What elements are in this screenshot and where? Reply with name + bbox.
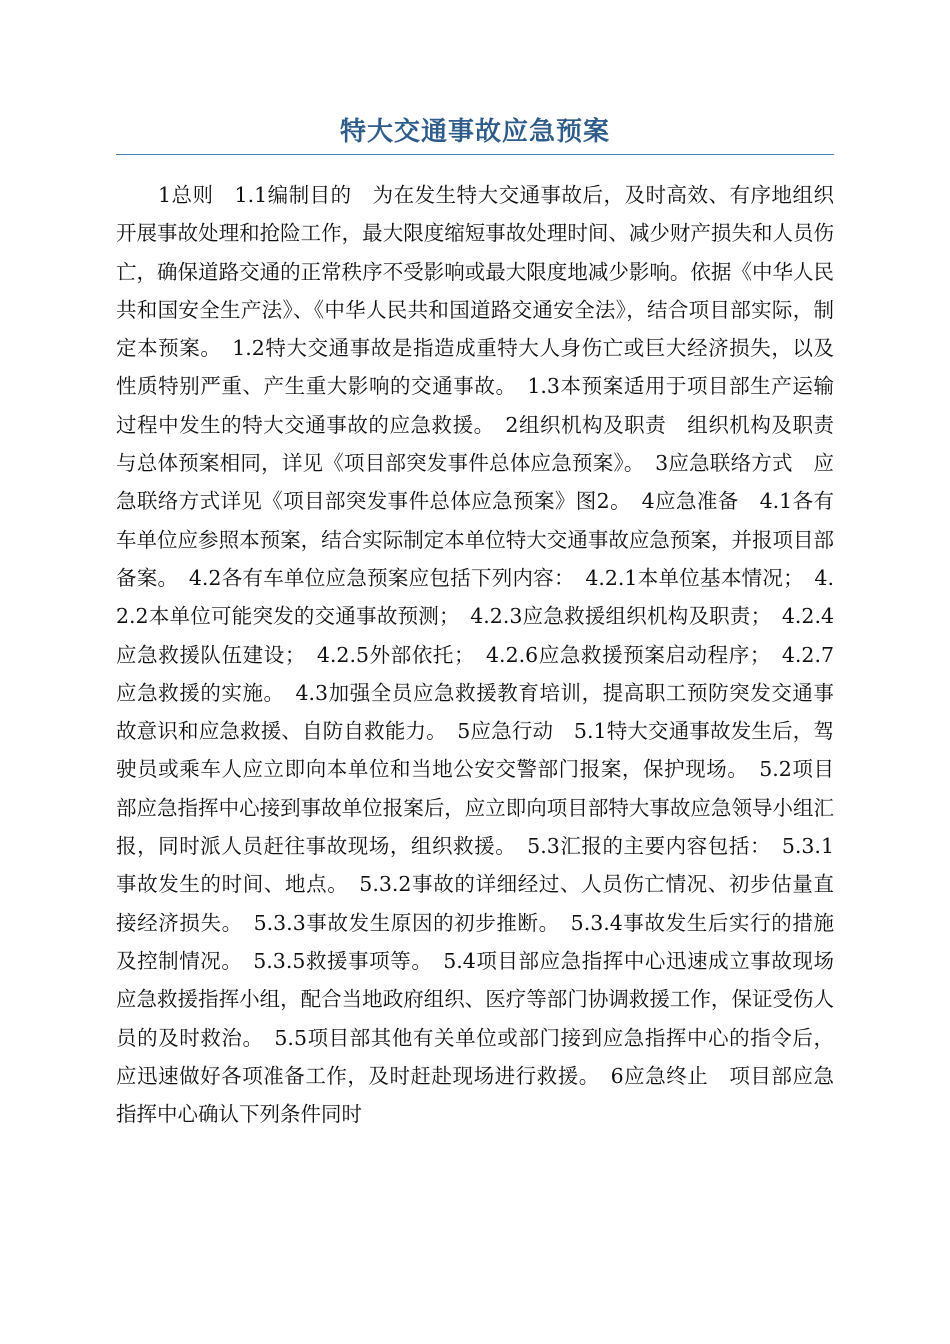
title-underline bbox=[116, 154, 834, 155]
document-title: 特大交通事故应急预案 bbox=[339, 117, 610, 147]
document-body-paragraph: 1总则 1.1编制目的 为在发生特大交通事故后，及时高效、有序地组织开展事故处理和抢险工作，最大限度缩短事故处理时间、减少财产损失和人员伤亡，确保道路交通的正常秩序不受影响或最大限度地减少影响。依据《中华人民共和国安全生产法》、《中华人民共和国道路交通安全法》，结合项目部实际，制定本预案。 1.2特大交通事故是指造成重特大人身伤亡或巨大经济损失，以及性质特别严重、产生重大影响的交通事故。 1.3本预案适用于项目部生产运输过程中发生的特大交通事故的应急救援。 2组织机构及职责 组织机构及职责与总体预案相同，详见《项目部突发事件总体应急预案》。 3应急联络方式 应急联络方式详见《项目部突发事件总体应急预案》图2。 4应急准备 4.1各有车单位应参照本预案，结合实际制定本单位特大交通事故应急预案，并报项目部备案。 4.2各有车单位应急预案应包括下列内容： 4.2.1本单位基本情况； 4.2.2本单位可能突发的交通事故预测； 4.2.3应急救援组织机构及职责； 4.2.4应急救援队伍建设； 4.2.5外部依托； 4.2.6应急救援预案启动程序； 4.2.7应急救援的实施。 4.3加强全员应急救援教育培训，提高职工预防突发交通事故意识和应急救援、自防自救能力。 5应急行动 5.1特大交通事故发生后，驾驶员或乘车人应立即向本单位和当地公安交警部门报案，保护现场。 5.2项目部应急指挥中心接到事故单位报案后，应立即向项目部特大事故应急领导小组汇报，同时派人员赶往事故现场，组织救援。 5.3汇报的主要内容包括： 5.3.1事故发生的时间、地点。 5.3.2事故的详细经过、人员伤亡情况、初步估量直接经济损失。 5.3.3事故发生原因的初步推断。 5.3.4事故发生后实行的措施及控制情况。 5.3.5救援事项等。 5.4项目部应急指挥中心迅速成立事故现场应急救援指挥小组，配合当地政府组织、医疗等部门协调救援工作，保证受伤人员的及时救治。 5.5项目部其他有关单位或部门接到应急指挥中心的指令后，应迅速做好各项准备工作，及时赶赴现场进行救援。 6应急终止 项目部应急指挥中心确认下列条件同时 bbox=[116, 183, 834, 1127]
